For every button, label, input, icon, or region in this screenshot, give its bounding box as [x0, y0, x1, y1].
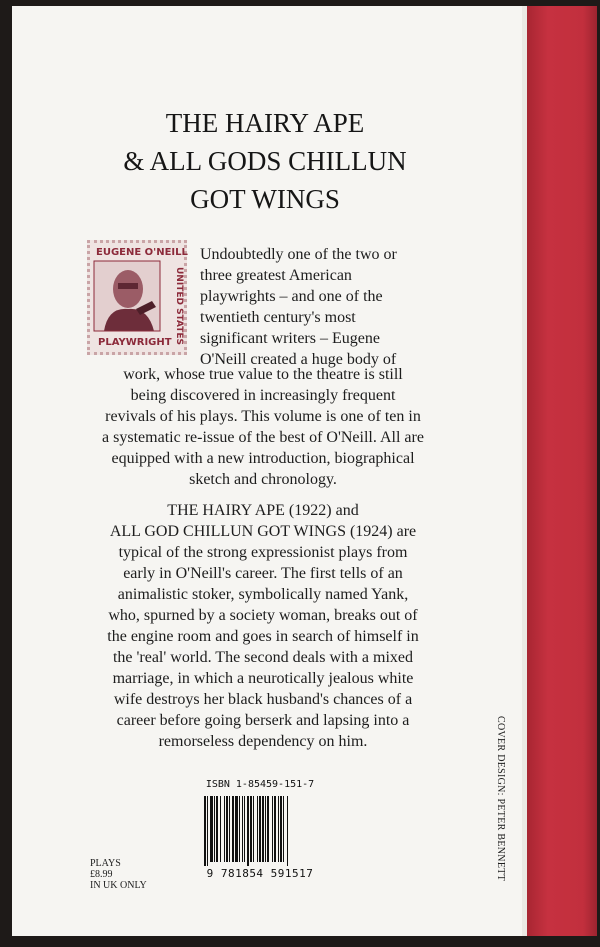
stamp-country: UNITED STATES: [174, 267, 184, 346]
text-line: being discovered in increasingly frequent: [130, 387, 396, 404]
text-line: three greatest American: [200, 267, 352, 284]
barcode-bar: [259, 796, 261, 862]
barcode-bar: [250, 796, 252, 862]
text-line: typical of the strong expressionist plays from: [118, 544, 408, 561]
text-line: the engine room and goes in search of himself in: [107, 628, 419, 645]
barcode-bar: [239, 796, 240, 862]
text-line: equipped with a new introduction, biographical: [111, 450, 415, 467]
blurb-intro-continued: [48, 364, 478, 490]
title-line-1: THE HAIRY APE: [165, 108, 365, 138]
postage-stamp: [87, 240, 187, 355]
book-title: [60, 104, 470, 218]
portrait-icon: [90, 243, 184, 352]
barcode-bar: [242, 796, 243, 862]
barcode-bar: [257, 796, 258, 862]
barcode-bar: [280, 796, 282, 862]
barcode-bar: [235, 796, 238, 862]
barcode-bar: [214, 796, 215, 862]
barcode-bar: [226, 796, 228, 862]
barcode-bar: [274, 796, 276, 862]
text-line: a systematic re-issue of the best of O'Neill. All are: [102, 429, 424, 446]
text-line: O'Neill created a huge body of: [200, 351, 397, 368]
text-line: playwrights – and one of the: [200, 288, 383, 305]
text-line: significant writers – Eugene: [200, 330, 380, 347]
barcode-bar: [204, 796, 206, 866]
text-line: work, whose true value to the theatre is still: [123, 366, 403, 383]
text-line: wife destroys her black husband's chances of a: [113, 691, 413, 708]
barcode-bar: [210, 796, 213, 862]
barcode-bar: [244, 796, 245, 862]
stamp-role: PLAYWRIGHT: [98, 337, 172, 348]
barcode-bar: [229, 796, 230, 862]
barcode-bar: [207, 796, 208, 866]
category-label: PLAYS: [90, 858, 121, 869]
blurb-plays: [48, 500, 478, 752]
blurb-intro: [200, 244, 440, 370]
barcode-block: [200, 779, 320, 883]
price-region: IN UK ONLY: [90, 880, 147, 891]
price-block: [90, 858, 147, 891]
text-line: who, spurned by a society woman, breaks out of: [108, 607, 418, 624]
text-line: THE HAIRY APE (1922) and: [167, 502, 359, 519]
barcode-bar: [265, 796, 266, 862]
barcode-bar: [267, 796, 269, 862]
title-line-3: GOT WINGS: [190, 184, 340, 214]
text-line: revivals of his plays. This volume is one of ten in: [105, 408, 421, 425]
barcode-bar: [232, 796, 234, 862]
isbn-label: ISBN 1-85459-151-7: [205, 779, 315, 790]
ean-number: 9 781854 591517: [206, 867, 314, 880]
price-value: £8.99: [90, 869, 113, 880]
text-line: marriage, in which a neurotically jealous white: [112, 670, 414, 687]
barcode-bar: [253, 796, 254, 862]
text-line: animalistic stoker, symbolically named Yank,: [117, 586, 409, 603]
barcode-bar: [262, 796, 264, 862]
stamp-name: EUGENE O'NEILL: [96, 247, 188, 258]
barcode-bar: [287, 796, 288, 866]
text-line: remorseless dependency on him.: [158, 733, 368, 750]
title-line-2: & ALL GODS CHILLUN: [123, 146, 407, 176]
barcode-bar: [283, 796, 284, 862]
barcode-bar: [220, 796, 221, 862]
barcode-bar: [272, 796, 273, 862]
barcode-icon: [204, 796, 316, 866]
text-line: sketch and chronology.: [189, 471, 337, 488]
text-line: career before going berserk and lapsing into a: [116, 712, 410, 729]
barcode-bar: [216, 796, 218, 862]
barcode-bar: [247, 796, 249, 866]
text-line: twentieth century's most: [200, 309, 356, 326]
barcode-bar: [278, 796, 279, 862]
barcode-bar: [224, 796, 225, 862]
text-line: early in O'Neill's career. The first tells of an: [123, 565, 403, 582]
cover-credit: COVER DESIGN: PETER BENNETT: [495, 716, 506, 882]
text-line: ALL GOD CHILLUN GOT WINGS (1924) are: [109, 523, 417, 540]
text-line: the 'real' world. The second deals with a mixed: [112, 649, 414, 666]
red-spine: [527, 6, 597, 936]
text-line: Undoubtedly one of the two or: [200, 246, 397, 263]
